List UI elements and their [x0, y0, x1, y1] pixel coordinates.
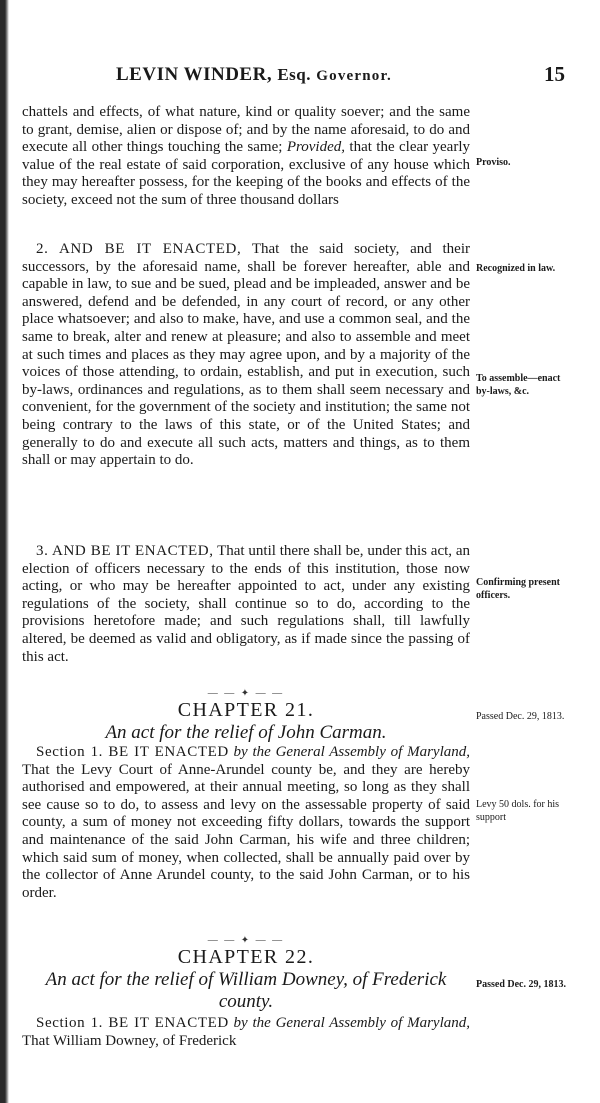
margin-note-proviso: Proviso.	[476, 157, 511, 168]
section-label: Section 1. BE IT ENACTED	[36, 744, 229, 760]
proviso-word: Provided,	[286, 139, 346, 156]
chapter-ornament: — — ✦ — —	[207, 688, 285, 699]
page-number: 15	[544, 62, 565, 86]
chapter-22-section-1	[22, 1015, 470, 1050]
margin-note-recognized: Recognized in law.	[476, 263, 556, 274]
header-title: LEVIN WINDER,	[116, 64, 273, 85]
book-binding-edge	[0, 0, 9, 1103]
chapter-ornament: — — ✦ — —	[207, 935, 285, 946]
margin-note-assemble: To assemble—enact by-laws, &c.	[476, 373, 561, 397]
section-text: That William Downey, of Frederick	[22, 1032, 237, 1049]
section-text: That the said society, and their successors, by the aforesaid name, shall be forever hereafter, able and capable in law, to sue and be sued, plead and be impleaded, answer and be answered, defend and be defended, in any court of record, or any other place whatsoever; and also to make, have, and use a common seal, and the same to break, alter and renew at pleasure; and also to assemble and meet at such times and places as they may agree upon, and by a majority of the voices of those attending, to ordain, establish, and put in execution, such by-laws, ordinances and regulations, as to them shall seem necessary and convenient, for the government of the society and institution; the same not being contrary to the laws of this state, or of the United States; and generally to do and execute all such acts, matters and things, as to them shall or may appertain to do.	[22, 241, 470, 469]
chapter-21-act-title: An act for the relief of John Carman.	[105, 722, 387, 743]
enacting-clause: by the General Assembly of Maryland,	[228, 744, 471, 760]
margin-note-passed-21: Passed Dec. 29, 1813.	[476, 711, 565, 722]
margin-note-passed-22: Passed Dec. 29, 1813.	[476, 979, 566, 990]
section-text: That the Levy Court of Anne-Arundel county be, and they are hereby authorised and empowered, at their annual meeting, so long as they shall see cause so to do, to assess and levy on the assessable property of said county, a sum of money not exceeding fifty dollars, towards the support and maintenance of the said John Carman, his wife and three children; which said sum of money, when collected, shall be annually paid over by the collector of Anne Arundel county, to the said John Carman, or to his order.	[22, 761, 470, 901]
section-label: 2. AND BE IT ENACTED,	[36, 241, 242, 257]
chapter-21-section-1	[22, 744, 470, 902]
section-2	[22, 241, 470, 470]
section-label: 3. AND BE IT ENACTED,	[36, 543, 214, 559]
enacting-clause: by the General Assembly of Maryland,	[228, 1015, 471, 1031]
section-3	[22, 543, 470, 666]
chapter-22-title: CHAPTER 22.	[177, 946, 315, 968]
margin-note-confirming: Confirming present officers.	[476, 577, 560, 601]
section-text: That until there shall be, under this act, an election of officers necessary to the ends of this institution, those now acting, or who may be hereafter appointed to act, under any existing regulations of the society, shall continue so to do, according to the provisions heretofore made; and such regulations shall, till lawfully altered, be deemed as valid and obligatory, as if made since the passing of this act.	[22, 543, 470, 665]
margin-note-levy: Levy 50 dols. for his support	[476, 799, 560, 823]
running-header	[116, 64, 456, 86]
body-text: chattels and effects, of what nature, kind or quality soever; and the same to grant, demise, alien or dispose of; and by the name aforesaid, to do and execute all other things touching the same;	[22, 104, 470, 156]
header-office: Governor.	[316, 68, 392, 84]
chapter-21-title: CHAPTER 21.	[177, 699, 315, 721]
chapter-22-act-title: An act for the relief of William Downey, of Frederick county.	[45, 969, 447, 1012]
section-1-continuation	[22, 104, 470, 210]
body-text: that the clear yearly value of the real estate of said corporation, exclusive of any house which they may hereafter possess, for the keeping of the books and effects of the society, exceed not the sum of three thousand dollars	[22, 139, 471, 208]
section-label: Section 1. BE IT ENACTED	[36, 1015, 229, 1031]
header-esq: Esq.	[277, 65, 311, 84]
